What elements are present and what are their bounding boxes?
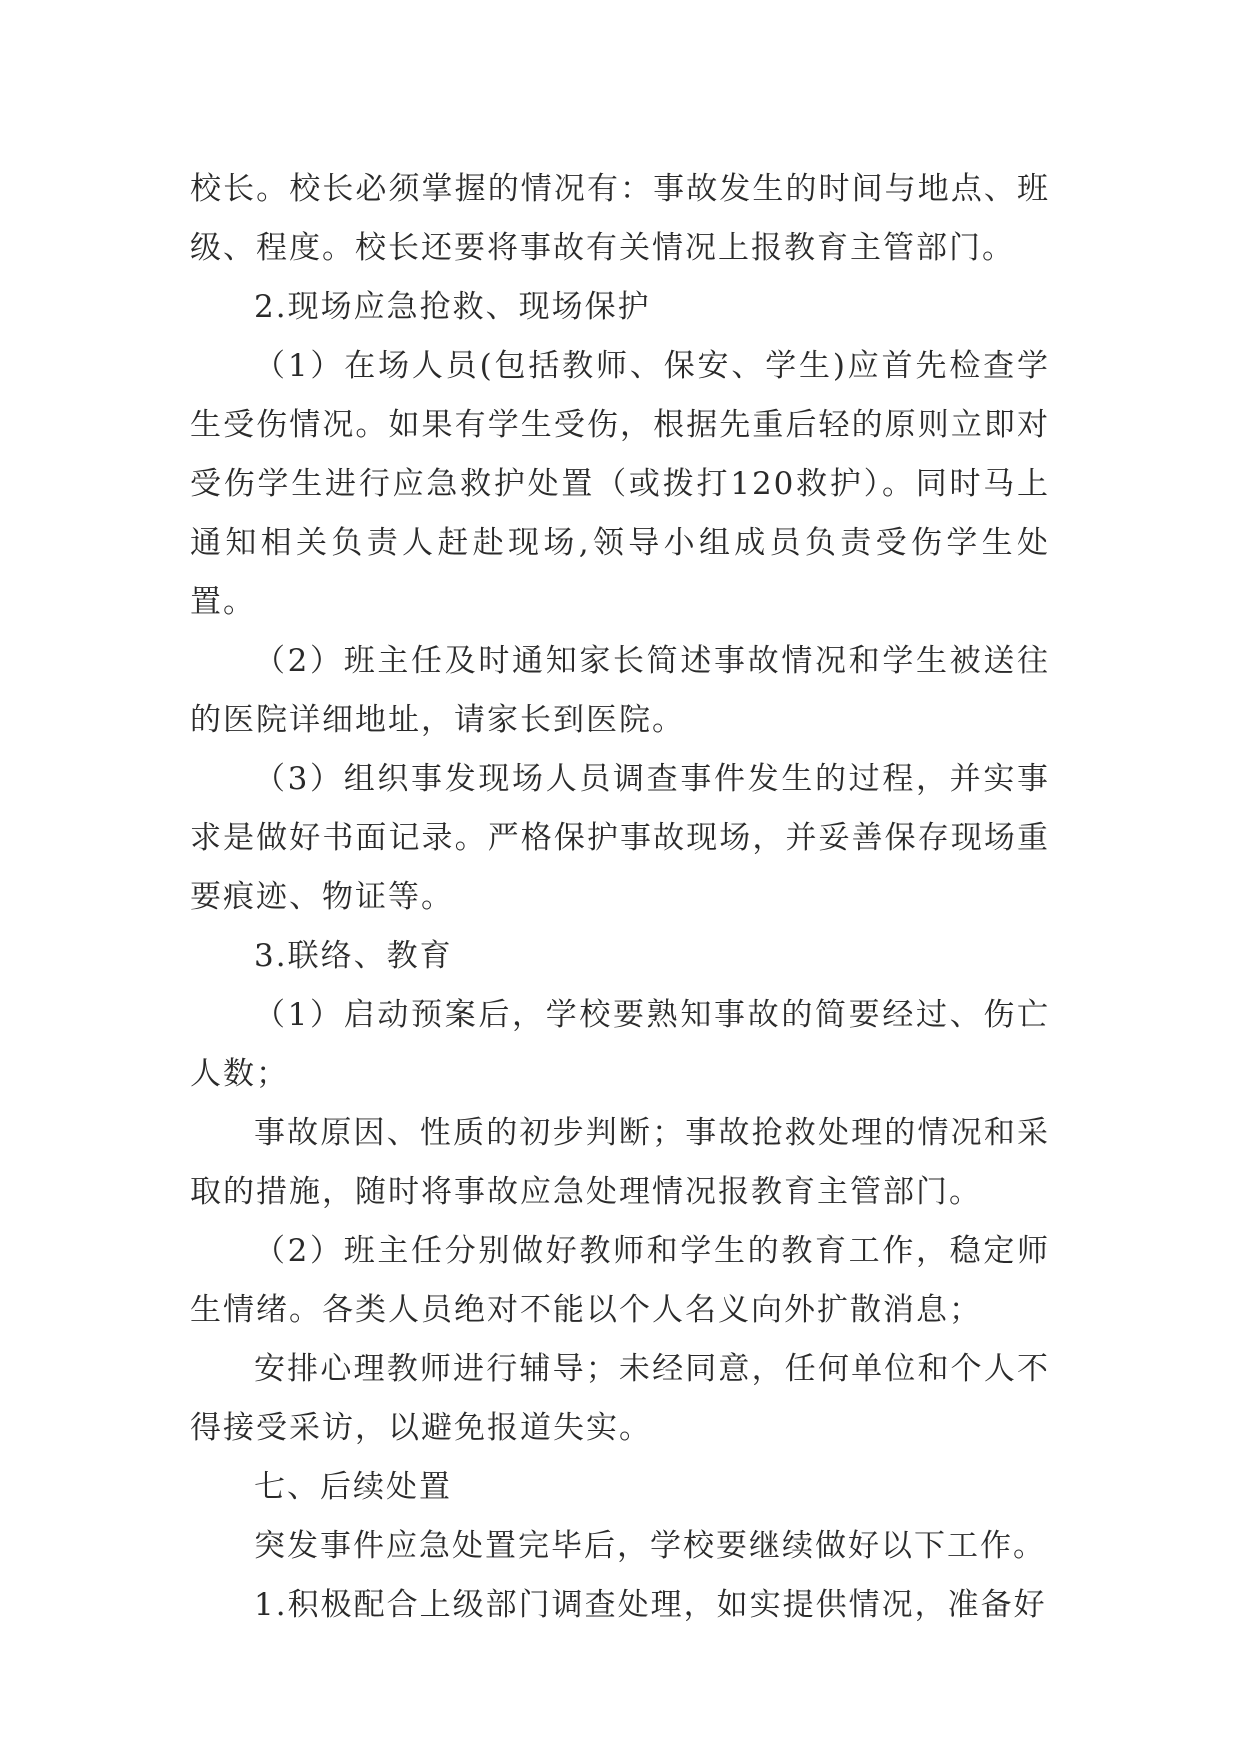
paragraph-notify-parents: （2）班主任及时通知家长简述事故情况和学生被送往的医院详细地址，请家长到医院。 xyxy=(190,643,1050,738)
paragraph-investigate-scene: （3）组织事发现场人员调查事件发生的过程，并实事求是做好书面记录。严格保护事故现场，并妥善保存现场重要痕迹、物证等。 xyxy=(190,761,1050,915)
paragraph-counseling: 安排心理教师进行辅导；未经同意，任何单位和个人不得接受采访，以避免报道失实。 xyxy=(190,1351,1050,1446)
paragraph-activate-plan: （1）启动预案后，学校要熟知事故的简要经过、伤亡人数； xyxy=(190,997,1050,1092)
paragraph-cooperate-investigation: 1.积极配合上级部门调查处理，如实提供情况，准备好 xyxy=(254,1587,1047,1623)
paragraph-1: 校长。校长必须掌握的情况有：事故发生的时间与地点、班级、程度。校长还要将事故有关情况上报教育主管部门。 xyxy=(190,171,1050,266)
paragraph-on-site-personnel: （1）在场人员(包括教师、保安、学生)应首先检查学生受伤情况。如果有学生受伤，根据先重后轻的原则立即对受伤学生进行应急救护处置（或拨打120救护）。同时马上通知相关负责人赶赴现场,领导小组成员负责受伤学生处置。 xyxy=(190,348,1050,620)
paragraph-class-teacher-education: （2）班主任分别做好教师和学生的教育工作，稳定师生情绪。各类人员绝对不能以个人名义向外扩散消息； xyxy=(190,1233,1050,1328)
heading-liaison-education: 3.联络、教育 xyxy=(254,938,453,974)
heading-on-site-rescue: 2.现场应急抢救、现场保护 xyxy=(254,289,651,325)
heading-follow-up: 七、后续处置 xyxy=(254,1469,452,1505)
paragraph-follow-up-intro: 突发事件应急处置完毕后，学校要继续做好以下工作。 xyxy=(254,1528,1046,1564)
document-body xyxy=(190,160,1050,1635)
paragraph-cause-analysis: 事故原因、性质的初步判断；事故抢救处理的情况和采取的措施，随时将事故应急处理情况报教育主管部门。 xyxy=(190,1115,1050,1210)
